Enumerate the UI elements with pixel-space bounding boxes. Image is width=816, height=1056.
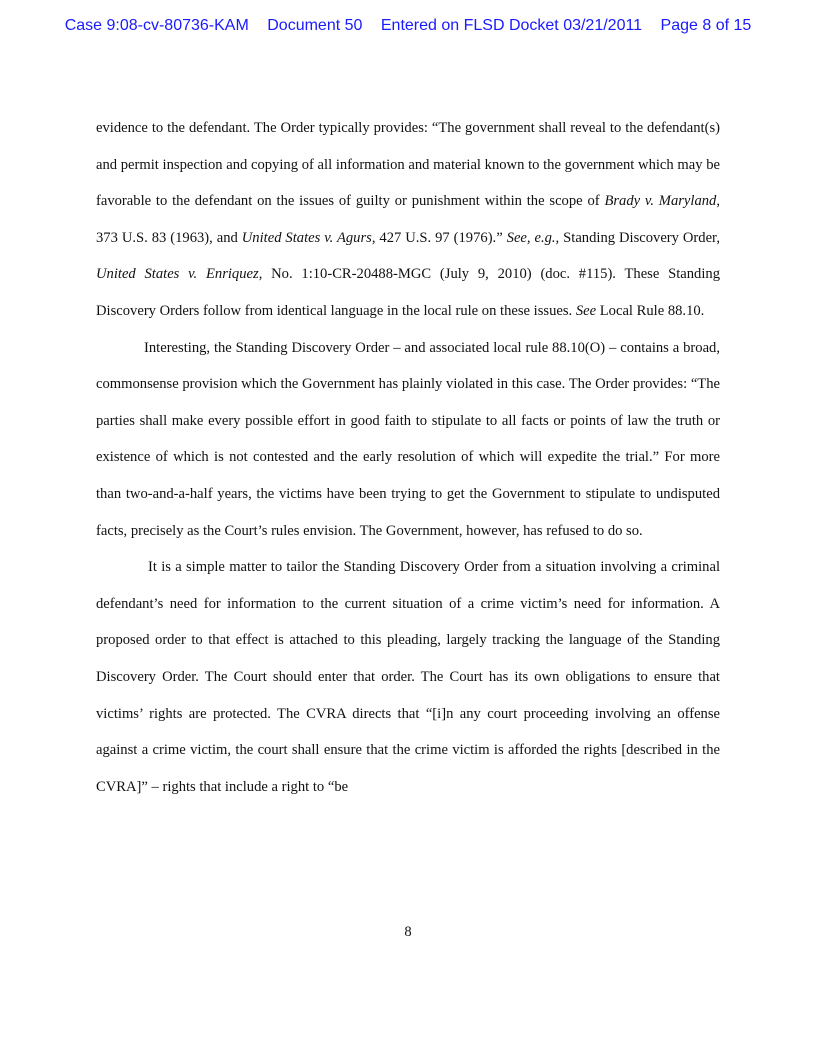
text-run: Standing Discovery Order,: [559, 229, 720, 246]
case-citation: United States v. Agurs: [241, 229, 372, 246]
page-number: 8: [404, 924, 412, 940]
text-run: , 373 U.S. 83 (1963), and: [96, 193, 721, 246]
case-citation: United States v. Enriquez: [96, 266, 259, 283]
docket-entry: Entered on FLSD Docket 03/21/2011: [380, 17, 643, 34]
case-citation: Brady v. Maryland: [604, 193, 717, 210]
case-number: Case 9:08-cv-80736-KAM: [64, 17, 249, 34]
document-number: Document 50: [267, 17, 363, 34]
signal-italic: See, e.g.,: [506, 229, 560, 246]
signal-italic: See: [575, 302, 597, 319]
docket-header: [0, 17, 816, 35]
paragraph-1: [96, 110, 720, 330]
paragraph-3: It is a simple matter to tailor the Standing Discovery Order from a situation involving a criminal defendant’s need for information to the current situation of a crime victim’s need for information. A proposed order to that effect is attached to this pleading, largely tracking the language of the Standing Discovery Order. The Court should enter that order. The Court has its own obligations to ensure that victims’ rights are protected. The CVRA directs that “[i]n any court proceeding involving an offense against a crime victim, the court shall ensure that the crime victim is afforded the rights [described in the CVRA]” – rights that include a right to “be: [96, 559, 720, 795]
paragraph-2: Interesting, the Standing Discovery Order – and associated local rule 88.10(O) – contains a broad, commonsense provision which the Government has plainly violated in this case. The Order provides: “The parties shall make every possible effort in good faith to stipulate to all facts or points of law the truth or existence of which is not contested and the early resolution of which will expedite the trial.” For more than two-and-a-half years, the victims have been trying to get the Government to stipulate to undisputed facts, precisely as the Court’s rules envision. The Government, however, has refused to do so.: [96, 339, 720, 539]
page-indicator: Page 8 of 15: [660, 17, 752, 34]
text-run: Local Rule 88.10.: [596, 302, 705, 319]
text-run: evidence to the defendant. The Order typically provides: “The government shall reveal to the defendant(s) and permit inspection and copying of all information and material known to the government which may be favorable to the defendant on the issues of guilty or punishment within the scope of: [96, 120, 720, 210]
text-run: , No. 1:10-CR-20488-MGC (July 9, 2010) (doc. #115). These Standing Discovery Orders follow from identical language in the local rule on these issues.: [96, 266, 720, 319]
text-run: , 427 U.S. 97 (1976).”: [371, 229, 507, 246]
document-body: [96, 110, 720, 805]
